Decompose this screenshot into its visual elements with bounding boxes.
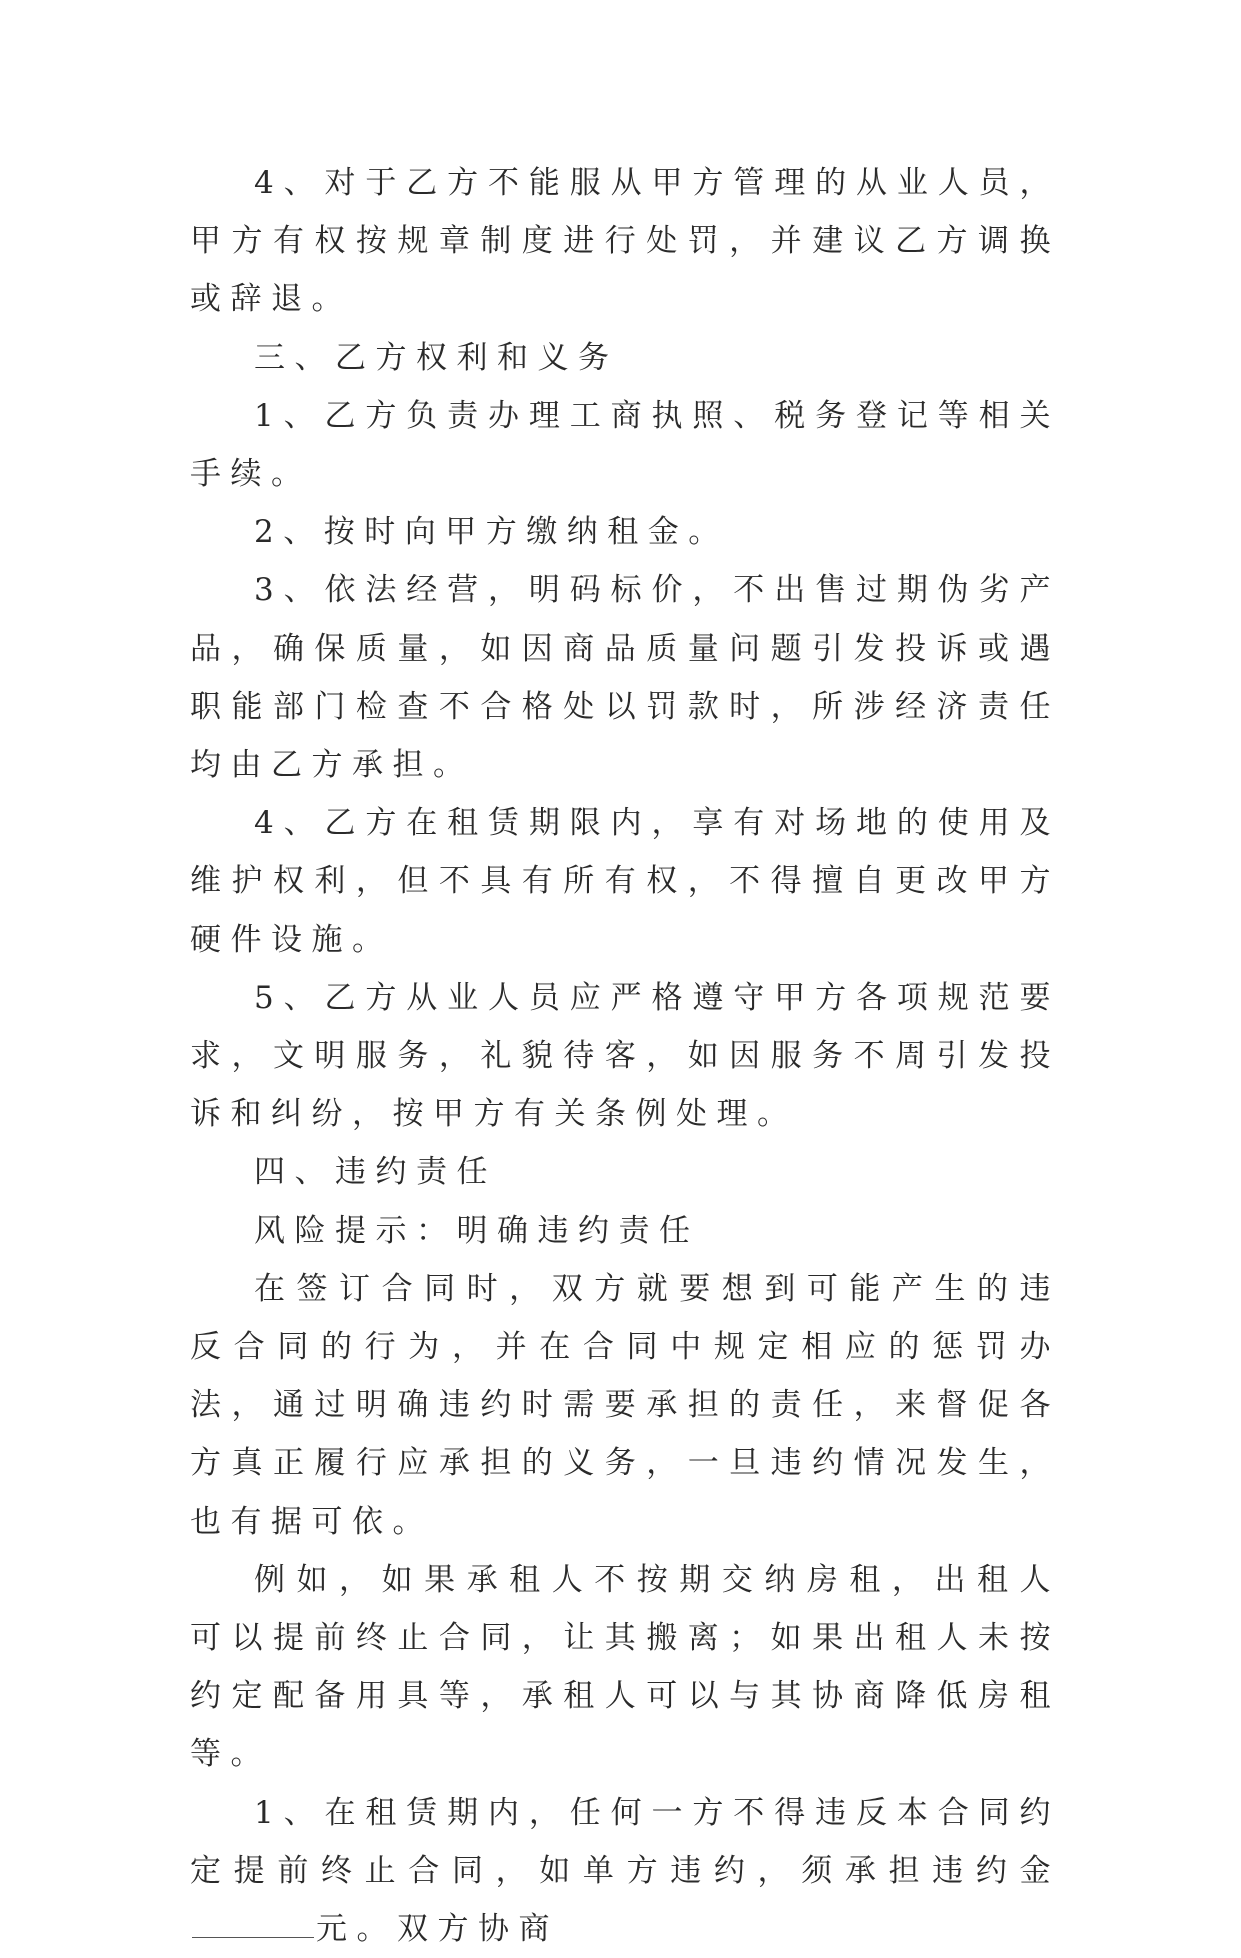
paragraph-clause-b3: 3、依法经营，明码标价，不出售过期伪劣产品，确保质量，如因商品质量问题引发投诉或遇职能部门检查不合格处以罚款时，所涉经济责任均由乙方承担。 — [190, 572, 1060, 784]
paragraph-clause-b1: 1、乙方负责办理工商执照、税务登记等相关手续。 — [190, 397, 1060, 493]
paragraph-clause-c1 — [190, 1784, 1060, 1958]
clause-c1-text-before: 1、在租赁期内，任何一方不得违反本合同约定提前终止合同，如单方违约，须承担违约金 — [190, 1794, 1060, 1889]
paragraph-clause-b4: 4、乙方在租赁期限内，享有对场地的使用及维护权利，但不具有所有权，不得擅自更改甲方硬件设施。 — [190, 805, 1060, 958]
risk-note-title: 风险提示：明确违约责任 — [254, 1212, 700, 1249]
paragraph-clause-b5: 5、乙方从业人员应严格遵守甲方各项规范要求，文明服务，礼貌待客，如因服务不周引发投诉和纠纷，按甲方有关条例处理。 — [190, 979, 1060, 1133]
section-heading-4: 四、违约责任 — [254, 1154, 497, 1191]
paragraph-clause-b2: 2、按时向甲方缴纳租金。 — [254, 514, 729, 551]
risk-note-example: 例如，如果承租人不按期交纳房租，出租人可以提前终止合同，让其搬离；如果出租人未按约定配备用具等，承租人可以与其协商降低房租等。 — [190, 1561, 1060, 1773]
document-body — [190, 154, 1060, 1958]
risk-note-body: 在签订合同时，双方就要想到可能产生的违反合同的行为，并在合同中规定相应的惩罚办法，通过明确违约时需要承担的责任，来督促各方真正履行应承担的义务，一旦违约情况发生，也有据可依。 — [190, 1270, 1060, 1540]
clause-c1-text-after: 元。双方协商 — [316, 1911, 559, 1948]
paragraph-clause-a4: 4、对于乙方不能服从甲方管理的从业人员，甲方有权按规章制度进行处罚，并建议乙方调换或辞退。 — [190, 165, 1060, 318]
section-heading-3: 三、乙方权利和义务 — [254, 339, 619, 376]
penalty-amount-blank — [192, 1936, 314, 1938]
